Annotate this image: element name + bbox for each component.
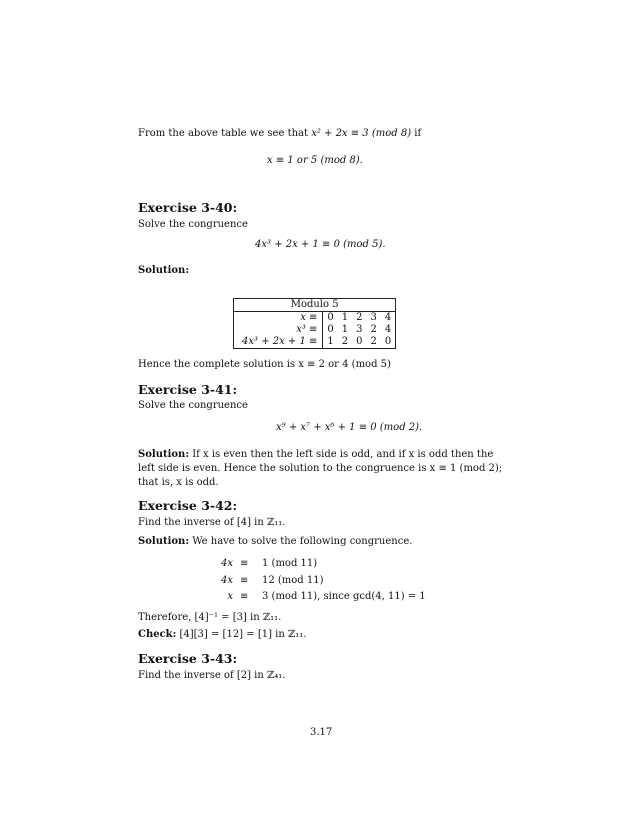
table-cell: 3	[370, 312, 377, 323]
table-cell: 1	[341, 312, 349, 323]
exercise-3-40-solution-label: Solution:	[138, 265, 190, 276]
page-number: 3.17	[310, 727, 333, 738]
table-row	[234, 336, 396, 349]
exercise-3-42-solution	[138, 535, 412, 548]
exercise-3-43-prompt: Find the inverse of [2] in ℤ₄₁.	[138, 670, 286, 681]
table-header: Modulo 5	[234, 299, 396, 312]
exercise-3-42-check	[138, 628, 306, 641]
table-cell: 1	[341, 324, 349, 335]
table-cell: 2	[341, 336, 349, 347]
aligned-lhs: 4x	[220, 575, 233, 586]
exercise-3-42-therefore: Therefore, [4]⁻¹ = [3] in ℤ₁₁.	[138, 612, 282, 623]
table-cell: 4	[384, 312, 392, 323]
table-cell: 2	[370, 336, 377, 347]
intro-equation: x² + 2x ≡ 3 (mod 8)	[311, 128, 412, 139]
intro-paragraph	[138, 127, 421, 140]
aligned-rel: ≡	[240, 591, 249, 602]
exercise-3-40-equation: 4x³ + 2x + 1 ≡ 0 (mod 5).	[255, 239, 386, 250]
table-cell: 0	[356, 336, 363, 347]
row-label: 4x³ + 2x + 1 ≡	[234, 336, 323, 349]
exercise-3-41-solution	[138, 448, 504, 490]
table-row	[234, 324, 396, 336]
exercise-3-41-solution-label: Solution:	[138, 449, 190, 460]
aligned-rel: ≡	[240, 558, 249, 569]
aligned-rhs: 1 (mod 11)	[262, 558, 318, 569]
table-cell: 0	[327, 324, 334, 335]
exercise-3-42-title: Exercise 3-42:	[138, 498, 238, 513]
table-cell: 0	[327, 312, 334, 323]
intro-text: From the above table we see that	[138, 128, 312, 139]
exercise-3-42-prompt: Find the inverse of [4] in ℤ₁₁.	[138, 517, 286, 528]
row-label: x³ ≡	[234, 324, 323, 336]
table-cell: 1	[327, 336, 334, 347]
intro-tail: if	[411, 128, 422, 139]
exercise-3-41-title: Exercise 3-41:	[138, 382, 238, 397]
exercise-3-40-title: Exercise 3-40:	[138, 200, 238, 215]
table-cell: 3	[356, 324, 363, 335]
table-cell: 4	[384, 324, 392, 335]
row-label: x ≡	[234, 312, 323, 325]
table-cell: 2	[370, 324, 377, 335]
exercise-3-41-solution-text: If x is even then the left side is odd, and if x is odd then the left side is even. Hence the solution to the congruence is x ≡ 1 (mod 2); that is, x is odd.	[138, 449, 503, 488]
exercise-3-43-title: Exercise 3-43:	[138, 651, 238, 666]
aligned-rel: ≡	[240, 575, 249, 586]
table-cell: 2	[356, 312, 363, 323]
check-label: Check:	[138, 629, 177, 640]
exercise-3-41-prompt: Solve the congruence	[138, 400, 248, 411]
exercise-3-40-prompt: Solve the congruence	[138, 219, 248, 230]
table-header-row	[234, 299, 396, 312]
aligned-rhs: 3 (mod 11), since gcd(4, 11) = 1	[262, 591, 426, 602]
modulo-5-table	[233, 298, 396, 349]
equation-mod8: x ≡ 1 or 5 (mod 8).	[267, 155, 363, 166]
exercise-3-42-solution-text: We have to solve the following congruence.	[189, 536, 413, 547]
aligned-rhs: 12 (mod 11)	[262, 575, 324, 586]
aligned-lhs: x	[227, 591, 233, 602]
check-text: [4][3] = [12] = [1] in ℤ₁₁.	[176, 629, 307, 640]
exercise-3-41-equation: x⁹ + x⁷ + x⁶ + 1 ≡ 0 (mod 2).	[276, 422, 423, 433]
aligned-lhs: 4x	[220, 558, 233, 569]
exercise-3-40-conclusion: Hence the complete solution is x ≡ 2 or 4 (mod 5)	[138, 359, 391, 370]
exercise-3-42-solution-label: Solution:	[138, 536, 190, 547]
table-cell: 0	[384, 336, 392, 347]
table-row	[234, 312, 396, 325]
